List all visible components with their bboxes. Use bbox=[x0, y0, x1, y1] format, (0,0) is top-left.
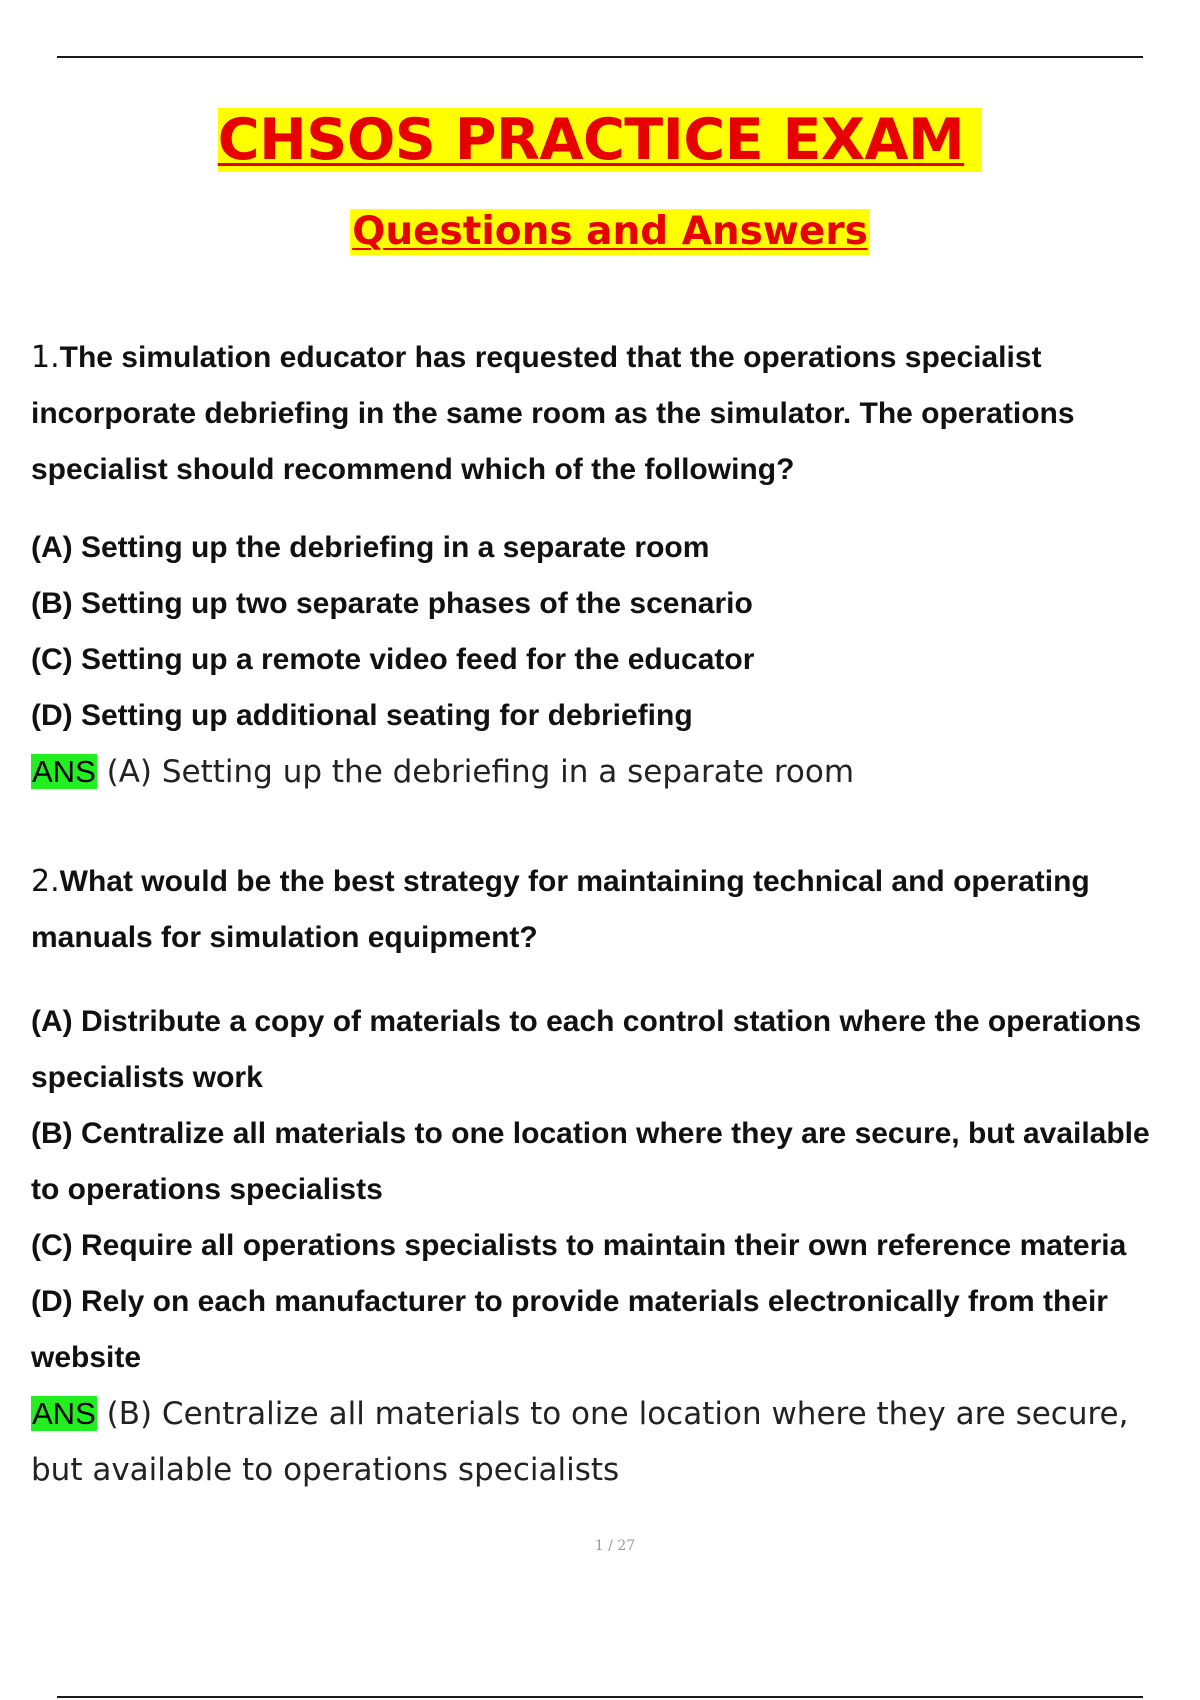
question-text bbox=[31, 330, 1181, 498]
option-c: (C) Require all operations specialists to maintain their own reference materia bbox=[31, 1229, 1127, 1262]
subtitle-block bbox=[0, 209, 1200, 255]
question-block-2 bbox=[31, 854, 1181, 1498]
option-a: (A) Distribute a copy of materials to each control station where the operations specialists work bbox=[31, 1005, 1142, 1094]
questions-content bbox=[31, 330, 1181, 1498]
question-number: 1. bbox=[31, 340, 60, 375]
question-body: The simulation educator has requested that the operations specialist incorporate debriefing in the same room as the simulator. The operations specialist should recommend which of the following? bbox=[31, 341, 1075, 486]
options-list bbox=[31, 994, 1181, 1498]
option-b: (B) Setting up two separate phases of the scenario bbox=[31, 587, 753, 620]
answer-line bbox=[31, 744, 1181, 800]
top-rule bbox=[57, 56, 1143, 58]
question-number: 2. bbox=[31, 864, 60, 899]
options-list bbox=[31, 520, 1181, 800]
answer-text: (B) Centralize all materials to one location where they are secure, but available to operations specialists bbox=[31, 1396, 1129, 1488]
option-d: (D) Setting up additional seating for debriefing bbox=[31, 699, 693, 732]
option-b: (B) Centralize all materials to one location where they are secure, but available to operations specialists bbox=[31, 1117, 1150, 1206]
option-a: (A) Setting up the debriefing in a separate room bbox=[31, 531, 710, 564]
bottom-rule bbox=[57, 1696, 1143, 1698]
document-subtitle: Questions and Answers bbox=[352, 209, 868, 254]
question-text bbox=[31, 854, 1181, 966]
option-c: (C) Setting up a remote video feed for the educator bbox=[31, 643, 755, 676]
answer-badge: ANS bbox=[32, 1396, 96, 1431]
answer-text: (A) Setting up the debriefing in a separate room bbox=[106, 754, 855, 790]
answer-line bbox=[31, 1386, 1181, 1498]
document-title: CHSOS PRACTICE EXAM bbox=[218, 108, 982, 172]
question-block-1 bbox=[31, 330, 1181, 800]
title-block bbox=[0, 108, 1200, 172]
question-body: What would be the best strategy for maintaining technical and operating manuals for simulation equipment? bbox=[31, 865, 1090, 954]
page-indicator: 1 / 27 bbox=[594, 1538, 636, 1554]
option-d: (D) Rely on each manufacturer to provide materials electronically from their website bbox=[31, 1285, 1108, 1374]
answer-badge: ANS bbox=[32, 754, 96, 789]
